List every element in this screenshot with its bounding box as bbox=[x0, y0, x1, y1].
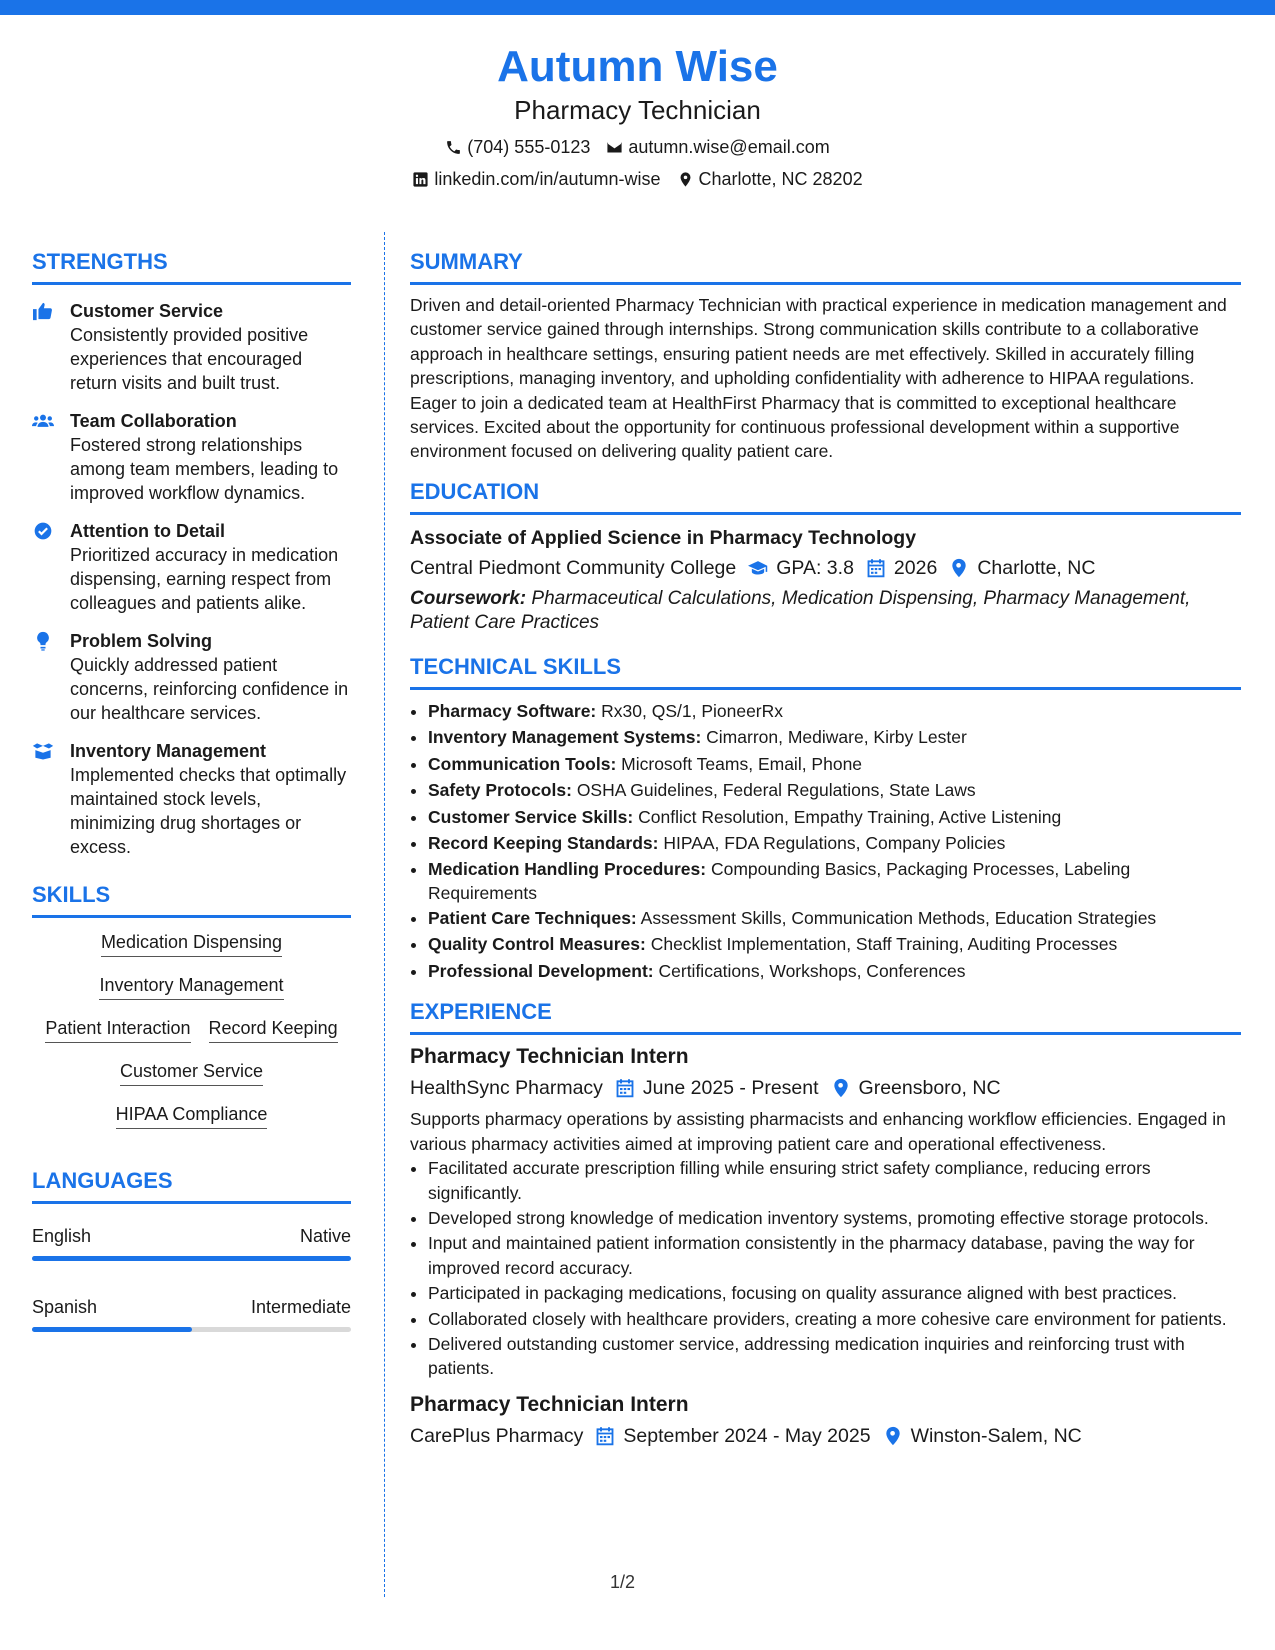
candidate-name: Autumn Wise bbox=[497, 42, 778, 91]
school-name: Central Piedmont Community College bbox=[410, 556, 737, 579]
list-item bbox=[428, 905, 1241, 932]
tech-skill-label: Safety Protocols: bbox=[428, 780, 572, 801]
company-name: CarePlus Pharmacy bbox=[410, 1424, 584, 1447]
skill-tag: HIPAA Compliance bbox=[116, 1102, 268, 1129]
email-contact[interactable] bbox=[606, 136, 829, 158]
degree-title: Associate of Applied Science in Pharmacy Technology bbox=[410, 526, 917, 549]
calendar-icon bbox=[615, 1078, 635, 1098]
strength-item bbox=[32, 739, 351, 859]
skill-tag: Patient Interaction bbox=[45, 1016, 190, 1043]
company-name: HealthSync Pharmacy bbox=[410, 1077, 603, 1100]
job-entry bbox=[410, 1043, 1241, 1380]
strengths-heading: STRENGTHS bbox=[32, 248, 351, 285]
tech-skill-label: Customer Service Skills: bbox=[428, 806, 634, 827]
location-contact bbox=[677, 168, 863, 190]
strength-desc: Fostered strong relationships among team members, leading to improved workflow dynamics. bbox=[70, 435, 339, 503]
language-name: Spanish bbox=[32, 1297, 98, 1317]
map-pin-icon bbox=[677, 171, 694, 188]
strength-desc: Implemented checks that optimally maintained stock levels, minimizing drug shortages or excess. bbox=[70, 765, 347, 857]
education-meta bbox=[410, 553, 1241, 583]
language-item bbox=[32, 1295, 351, 1332]
envelope-icon bbox=[606, 139, 623, 156]
strength-item bbox=[32, 299, 351, 395]
skill-tag: Record Keeping bbox=[209, 1016, 338, 1043]
coursework bbox=[410, 587, 1241, 635]
phone-contact[interactable] bbox=[445, 136, 590, 158]
list-item bbox=[428, 931, 1241, 958]
list-item: • Input and maintained patient information consistently in the pharmacy database, paving the way for improved record accuracy. bbox=[428, 1231, 1241, 1280]
coursework-text: Pharmaceutical Calculations, Medication Dispensing, Pharmacy Management, Patient Care Practices bbox=[410, 587, 1191, 633]
strength-title: Team Collaboration bbox=[70, 411, 237, 431]
gpa-text: GPA: 3.8 bbox=[776, 556, 854, 579]
calendar-icon bbox=[595, 1426, 615, 1446]
map-pin-icon bbox=[831, 1078, 851, 1098]
job-title: Pharmacy Technician Intern bbox=[410, 1045, 689, 1069]
lightbulb-icon bbox=[32, 631, 54, 651]
experience-heading: EXPERIENCE bbox=[410, 998, 1241, 1035]
skills-list bbox=[32, 930, 351, 1129]
list-item: • Developed strong knowledge of medication inventory systems, promoting effective storage protocols. bbox=[428, 1206, 1241, 1230]
list-item bbox=[428, 958, 1241, 985]
tech-skill-label: Professional Development: bbox=[428, 960, 654, 981]
language-proficiency-bar bbox=[32, 1327, 351, 1332]
summary-heading: SUMMARY bbox=[410, 248, 1241, 285]
tech-skill-value: Rx30, QS/1, PioneerRx bbox=[601, 700, 784, 721]
tech-skill-label: Quality Control Measures: bbox=[428, 934, 646, 955]
tech-skill-value: Cimarron, Mediware, Kirby Lester bbox=[706, 727, 967, 748]
tech-skill-value: Conflict Resolution, Empathy Training, Active Listening bbox=[638, 806, 1062, 827]
column-divider bbox=[384, 232, 385, 1597]
job-dates: September 2024 - May 2025 bbox=[623, 1424, 871, 1447]
language-item bbox=[32, 1224, 351, 1261]
strength-title: Customer Service bbox=[70, 301, 224, 321]
list-item bbox=[428, 830, 1241, 857]
list-item bbox=[428, 698, 1241, 725]
list-item: • Collaborated closely with healthcare providers, creating a more cohesive care environment for patients. bbox=[428, 1307, 1241, 1331]
job-meta bbox=[410, 1421, 1241, 1451]
linkedin-text: linkedin.com/in/autumn-wise bbox=[434, 169, 661, 189]
list-item: • Participated in packaging medications, focusing on quality assurance aligned with best practices. bbox=[428, 1281, 1241, 1305]
job-location: Winston-Salem, NC bbox=[910, 1424, 1082, 1447]
strength-item bbox=[32, 629, 351, 725]
thumbs-up-icon bbox=[32, 301, 54, 321]
graduation-cap-icon bbox=[748, 558, 768, 578]
tech-skill-value: Microsoft Teams, Email, Phone bbox=[621, 753, 863, 774]
list-item bbox=[428, 751, 1241, 778]
contact-row-2 bbox=[0, 168, 1275, 190]
list-item: • Delivered outstanding customer service, addressing medication inquiries and reinforcing trust with patients. bbox=[428, 1332, 1241, 1381]
list-item: • Facilitated accurate prescription filling while ensuring strict safety compliance, reducing errors significantly. bbox=[428, 1156, 1241, 1205]
technical-skills-list bbox=[410, 698, 1241, 985]
education-heading: EDUCATION bbox=[410, 478, 1241, 515]
language-proficiency-fill bbox=[32, 1327, 192, 1332]
job-meta bbox=[410, 1073, 1241, 1103]
location-text: Charlotte, NC 28202 bbox=[698, 169, 863, 189]
users-icon bbox=[32, 411, 54, 431]
strength-desc: Prioritized accuracy in medication dispensing, earning respect from colleagues and patients alike. bbox=[70, 545, 339, 613]
skill-tag: Customer Service bbox=[120, 1059, 263, 1086]
tech-skill-value: Assessment Skills, Communication Methods, Education Strategies bbox=[640, 907, 1157, 928]
strength-title: Attention to Detail bbox=[70, 521, 225, 541]
left-column bbox=[32, 248, 351, 1332]
tech-skill-value: Certifications, Workshops, Conferences bbox=[658, 960, 966, 981]
phone-text: (704) 555-0123 bbox=[467, 137, 591, 157]
list-item bbox=[428, 777, 1241, 804]
strength-desc: Consistently provided positive experiences that encouraged return visits and built trust. bbox=[70, 325, 309, 393]
tech-skill-label: Inventory Management Systems: bbox=[428, 727, 702, 748]
language-name: English bbox=[32, 1226, 92, 1246]
tech-skill-value: Compounding Basics, Packaging Processes, Labeling Requirements bbox=[428, 858, 1131, 903]
school-location: Charlotte, NC bbox=[977, 556, 1096, 579]
language-proficiency-fill bbox=[32, 1256, 351, 1261]
tech-skill-value: Checklist Implementation, Staff Training, Auditing Processes bbox=[650, 934, 1118, 955]
job-dates: June 2025 - Present bbox=[642, 1077, 819, 1100]
tech-skill-label: Pharmacy Software: bbox=[428, 700, 597, 721]
list-item bbox=[428, 804, 1241, 831]
map-pin-icon bbox=[883, 1426, 903, 1446]
graduation-year: 2026 bbox=[893, 556, 938, 579]
box-icon bbox=[32, 741, 54, 761]
list-item bbox=[428, 724, 1241, 751]
strength-desc: Quickly addressed patient concerns, reinforcing confidence in our healthcare services. bbox=[70, 655, 349, 723]
job-title: Pharmacy Technician Intern bbox=[410, 1392, 689, 1416]
email-text: autumn.wise@email.com bbox=[628, 137, 830, 157]
candidate-title: Pharmacy Technician bbox=[514, 95, 761, 125]
tech-skill-label: Patient Care Techniques: bbox=[428, 907, 637, 928]
contact-row-1 bbox=[0, 136, 1275, 158]
strength-item bbox=[32, 519, 351, 615]
tech-skill-value: OSHA Guidelines, Federal Regulations, State Laws bbox=[576, 780, 976, 801]
summary-text: Driven and detail-oriented Pharmacy Technician with practical experience in medication management and customer service gained through internships. Strong communication skills contribute to a collaborative approach in healthcare settings, ensuring patient needs are met effectively. Skilled in accurately filling prescriptions, managing inventory, and upholding confidentiality with adherence to HIPAA regulations. Eager to join a dedicated team at HealthFirst Pharmacy that is committed to exceptional healthcare services. Excited about the opportunity for continuous professional development within a supportive environment focused on delivering quality patient care. bbox=[410, 295, 1227, 462]
skills-heading: SKILLS bbox=[32, 881, 351, 918]
linkedin-contact[interactable] bbox=[412, 168, 660, 190]
coursework-label: Coursework: bbox=[410, 587, 527, 609]
strength-title: Inventory Management bbox=[70, 741, 267, 761]
strength-title: Problem Solving bbox=[70, 631, 213, 651]
job-location: Greensboro, NC bbox=[858, 1077, 1001, 1100]
check-circle-icon bbox=[32, 521, 54, 541]
job-description: Supports pharmacy operations by assisting pharmacists and enhancing workflow efficiencies. Engaged in various pharmacy activities aimed at improving patient care and operational effectiveness. bbox=[410, 1109, 1226, 1154]
list-item bbox=[428, 857, 1241, 905]
right-column bbox=[410, 248, 1241, 1451]
skill-tag: Inventory Management bbox=[99, 973, 283, 1000]
calendar-icon bbox=[866, 558, 886, 578]
linkedin-icon bbox=[412, 171, 429, 188]
language-level: Native bbox=[299, 1226, 351, 1246]
job-entry bbox=[410, 1391, 1241, 1451]
phone-icon bbox=[445, 139, 462, 156]
tech-skill-label: Communication Tools: bbox=[428, 753, 617, 774]
strength-item bbox=[32, 409, 351, 505]
skill-tag: Medication Dispensing bbox=[101, 930, 282, 957]
tech-skill-value: HIPAA, FDA Regulations, Company Policies bbox=[663, 833, 1006, 854]
map-pin-icon bbox=[949, 558, 969, 578]
resume-header bbox=[0, 40, 1275, 190]
technical-skills-heading: TECHNICAL SKILLS bbox=[410, 653, 1241, 690]
tech-skill-label: Medication Handling Procedures: bbox=[428, 858, 707, 879]
top-accent-bar bbox=[0, 0, 1275, 15]
tech-skill-label: Record Keeping Standards: bbox=[428, 833, 659, 854]
languages-heading: LANGUAGES bbox=[32, 1167, 351, 1204]
job-bullets bbox=[410, 1156, 1241, 1381]
language-proficiency-bar bbox=[32, 1256, 351, 1261]
language-level: Intermediate bbox=[250, 1297, 351, 1317]
page-number: 1/2 bbox=[610, 1572, 636, 1592]
